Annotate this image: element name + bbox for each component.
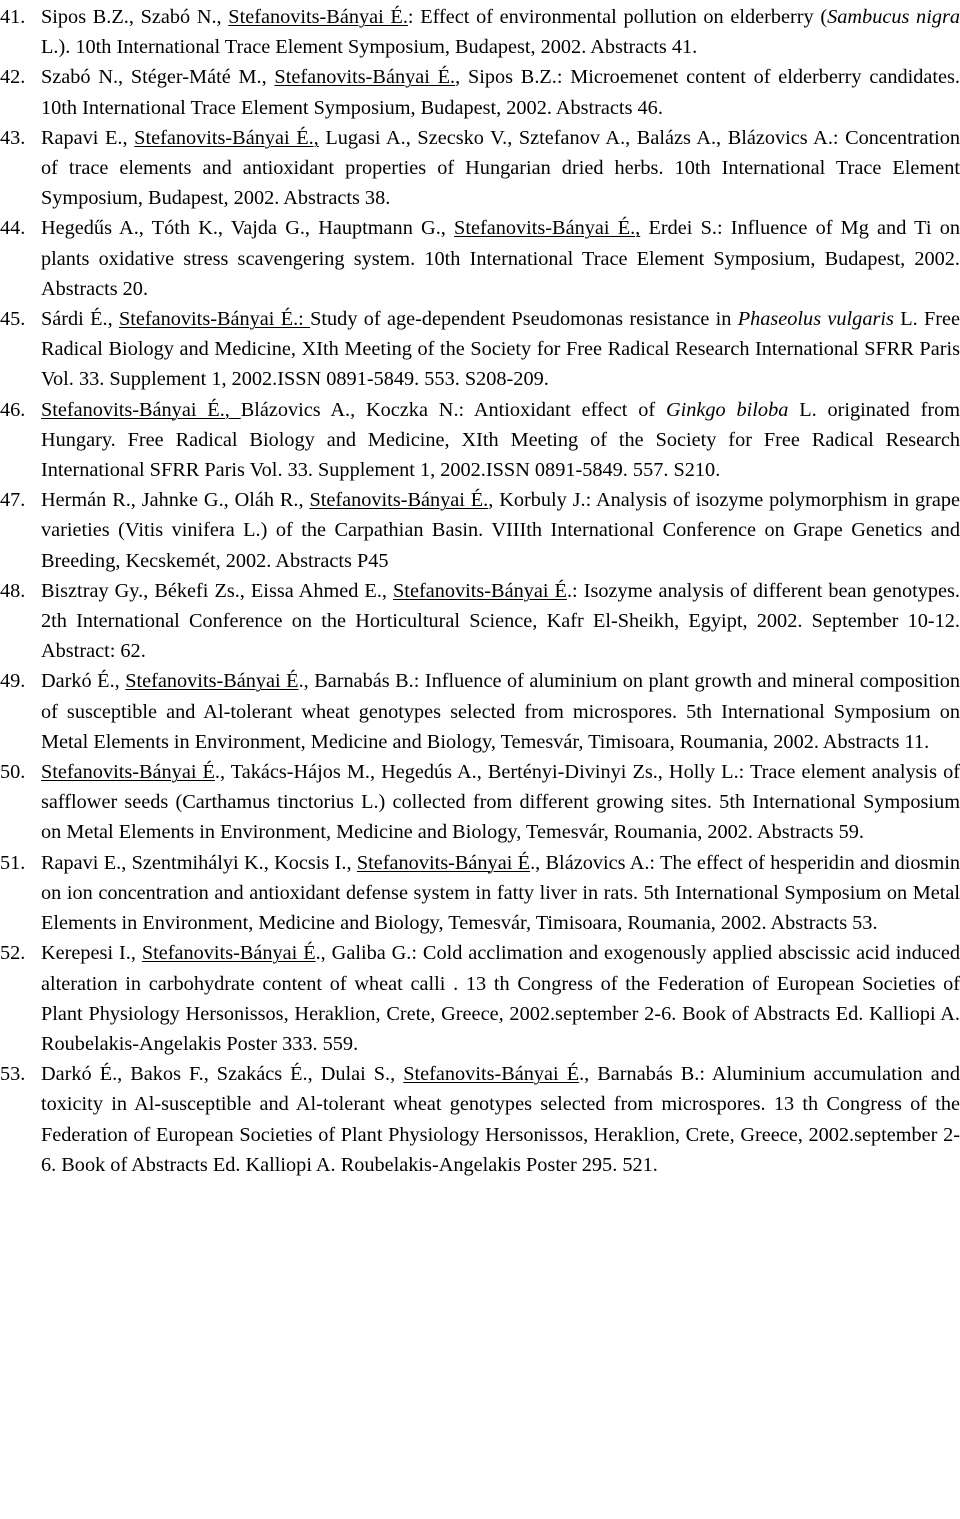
reference-segment: ., Takács-Hájos M., Hegedús A., Bertényi-Divinyi Zs., Holly L.: Trace element analysis of safflower seeds (Carthamus tinctorius L.) collected from different growing sites. 5th International Symposium on Metal Elements in Environment, Medicine and Biology, Temesvár, Roumania, 2002. Abstracts 59. xyxy=(41,761,960,844)
reference-segment: , Sipos B.Z.: Microemenet content of elderberry candidates. 10th International Trace Element Symposium, Budapest, 2002. Abstracts 46. xyxy=(41,66,960,119)
reference-segment: Rapavi E., Szentmihályi K., Kocsis I., xyxy=(41,851,357,874)
reference-number: 45. xyxy=(0,308,26,331)
reference-number: 43. xyxy=(0,126,26,149)
reference-number: 52. xyxy=(0,942,26,965)
author-highlight: Stefanovits-Bányai É. xyxy=(274,66,456,89)
reference-number: 51. xyxy=(0,851,26,874)
reference-number: 47. xyxy=(0,489,26,512)
reference-segment: Lugasi A., Szecsko V., Sztefanov A., Balázs A., Blázovics A.: Concentration of trace elements and antioxidant properties of Hungarian dried herbs. 10th International Trace Element Symposium, Budapest, 2002. Abstracts 38. xyxy=(41,126,960,210)
reference-number: 53. xyxy=(0,1063,26,1086)
reference-text xyxy=(41,757,960,848)
reference-segment: Bisztray Gy., Békefi Zs., Eissa Ahmed E., xyxy=(41,579,394,602)
reference-item xyxy=(0,213,960,304)
reference-text xyxy=(41,938,960,1059)
reference-segment: Erdei S.: Influence of Mg and Ti on plants oxidative stress scavengering system. 10th International Trace Element Symposium, Budapest, 2002. Abstracts 20. xyxy=(41,217,960,300)
author-highlight: Stefanovits-Bányai É xyxy=(356,851,531,874)
reference-segment: Hegedűs A., Tóth K., Vajda G., Hauptmann G., xyxy=(41,217,455,240)
author-highlight: Stefanovits-Bányai É.: xyxy=(118,308,311,331)
reference-segment: ., Galiba G.: Cold acclimation and exogenously applied abscissic acid induced alteration in carbohydrate content of wheat calli . 13 th Congress of the Federation of European Societies of Plant Physiology Hersonissos, Heraklion, Crete, Greece, 2002.september 2-6. Book of Abstracts Ed. Kalliopi A. Roubelakis-Angelakis Poster 333. 559. xyxy=(41,942,960,1055)
reference-segment: ., Blázovics A.: The effect of hesperidin and diosmin on ion concentration and antioxidant defense system in fatty liver in rats. 5th International Symposium on Metal Elements in Environment, Medicine and Biology, Temesvár, Timisoara, Roumania, 2002. Abstracts 53. xyxy=(41,851,960,935)
reference-item xyxy=(0,757,960,848)
species-name: Phaseolus vulgaris xyxy=(737,308,894,331)
reference-segment: L. Free Radical Biology and Medicine, XIth Meeting of the Society for Free Radical Research International SFRR Paris Vol. 33. Supplement 1, 2002.ISSN 0891-5849. 553. S208-209. xyxy=(41,308,960,391)
reference-item xyxy=(0,1059,960,1180)
reference-text xyxy=(41,485,960,576)
reference-item xyxy=(0,576,960,667)
reference-number: 46. xyxy=(0,398,26,421)
reference-text xyxy=(41,848,960,939)
author-highlight: Stefanovits-Bányai É., xyxy=(41,398,241,421)
reference-item xyxy=(0,395,960,486)
reference-item xyxy=(0,848,960,939)
reference-text xyxy=(41,576,960,667)
reference-segment: Szabó N., Stéger-Máté M., xyxy=(41,66,275,89)
reference-segment: L. originated from Hungary. Free Radical Biology and Medicine, XIth Meeting of the Society for Free Radical Research International SFRR Paris Vol. 33. Supplement 1, 2002.ISSN 0891-5849. 557. S210. xyxy=(41,398,960,482)
reference-segment: Hermán R., Jahnke G., Oláh R., xyxy=(41,489,310,512)
reference-number: 49. xyxy=(0,670,26,693)
reference-text xyxy=(41,666,960,757)
reference-text xyxy=(41,123,960,214)
author-highlight: Stefanovits-Bányai É. xyxy=(228,6,408,28)
reference-number: 44. xyxy=(0,217,26,240)
reference-text xyxy=(41,395,960,486)
reference-text xyxy=(41,1059,960,1180)
reference-item xyxy=(0,123,960,214)
reference-item xyxy=(0,938,960,1059)
author-highlight: Stefanovits-Bányai É xyxy=(125,670,299,693)
reference-segment: Kerepesi I., xyxy=(41,942,142,965)
reference-list xyxy=(0,2,960,1180)
reference-number: 41. xyxy=(0,6,26,28)
author-highlight: Stefanovits-Bányai É., xyxy=(454,217,641,240)
reference-segment: Blázovics A., Koczka N.: Antioxidant effect of xyxy=(240,398,666,421)
reference-segment: Darkó É., xyxy=(41,670,126,693)
author-highlight: Stefanovits-Bányai É xyxy=(41,761,215,784)
reference-item xyxy=(0,62,960,122)
reference-segment: , Korbuly J.: Analysis of isozyme polymorphism in grape varieties (Vitis vinifera L.) of the Carpathian Basin. VIIIth International Conference on Grape Genetics and Breeding, Kecskemét, 2002. Abstracts P45 xyxy=(41,489,960,572)
reference-number: 50. xyxy=(0,761,26,784)
reference-segment: Darkó É., Bakos F., Szakács É., Dulai S., xyxy=(41,1063,404,1086)
reference-segment: Study of age-dependent Pseudomonas resistance in xyxy=(310,308,738,331)
reference-text xyxy=(41,213,960,304)
author-highlight: Stefanovits-Bányai É xyxy=(141,942,316,965)
reference-segment: Sárdi É., xyxy=(41,308,119,331)
reference-segment: : Effect of environmental pollution on elderberry ( xyxy=(407,6,828,28)
reference-item xyxy=(0,485,960,576)
reference-segment: Rapavi E., xyxy=(41,126,135,149)
reference-number: 42. xyxy=(0,66,26,89)
reference-segment: Sipos B.Z., Szabó N., xyxy=(41,6,229,28)
reference-segment: L.). 10th International Trace Element Symposium, Budapest, 2002. Abstracts 41. xyxy=(41,36,698,59)
reference-text xyxy=(41,304,960,395)
reference-item xyxy=(0,2,960,62)
species-name: Ginkgo biloba xyxy=(665,398,789,421)
reference-text xyxy=(41,2,960,62)
reference-item xyxy=(0,304,960,395)
reference-text xyxy=(41,62,960,122)
author-highlight: Stefanovits-Bányai É. xyxy=(309,489,489,512)
author-highlight: Stefanovits-Bányai É xyxy=(403,1063,580,1086)
reference-segment: ., Barnabás B.: Aluminium accumulation and toxicity in Al-susceptible and Al-tolerant wheat genotypes selected from microspores. 13 th Congress of the Federation of European Societies of Plant Physiology Hersonissos, Heraklion, Crete, Greece, 2002.september 2-6. Book of Abstracts Ed. Kalliopi A. Roubelakis-Angelakis Poster 295. 521. xyxy=(41,1063,960,1176)
reference-item xyxy=(0,666,960,757)
species-name: Sambucus nigra xyxy=(827,6,960,28)
reference-number: 48. xyxy=(0,579,26,602)
author-highlight: Stefanovits-Bányai É., xyxy=(134,126,319,149)
reference-segment: ., Barnabás B.: Influence of aluminium on plant growth and mineral composition of susceptible and Al-tolerant wheat genotypes selected from microspores. 5th International Symposium on Metal Elements in Environment, Medicine and Biology, Temesvár, Timisoara, Roumania, 2002. Abstracts 11. xyxy=(41,670,960,753)
author-highlight: Stefanovits-Bányai É xyxy=(393,579,567,602)
reference-segment: .: Isozyme analysis of different bean genotypes. 2th International Conference on the Horticultural Science, Kafr El-Sheikh, Egyipt, 2002. September 10-12. Abstract: 62. xyxy=(41,579,960,663)
